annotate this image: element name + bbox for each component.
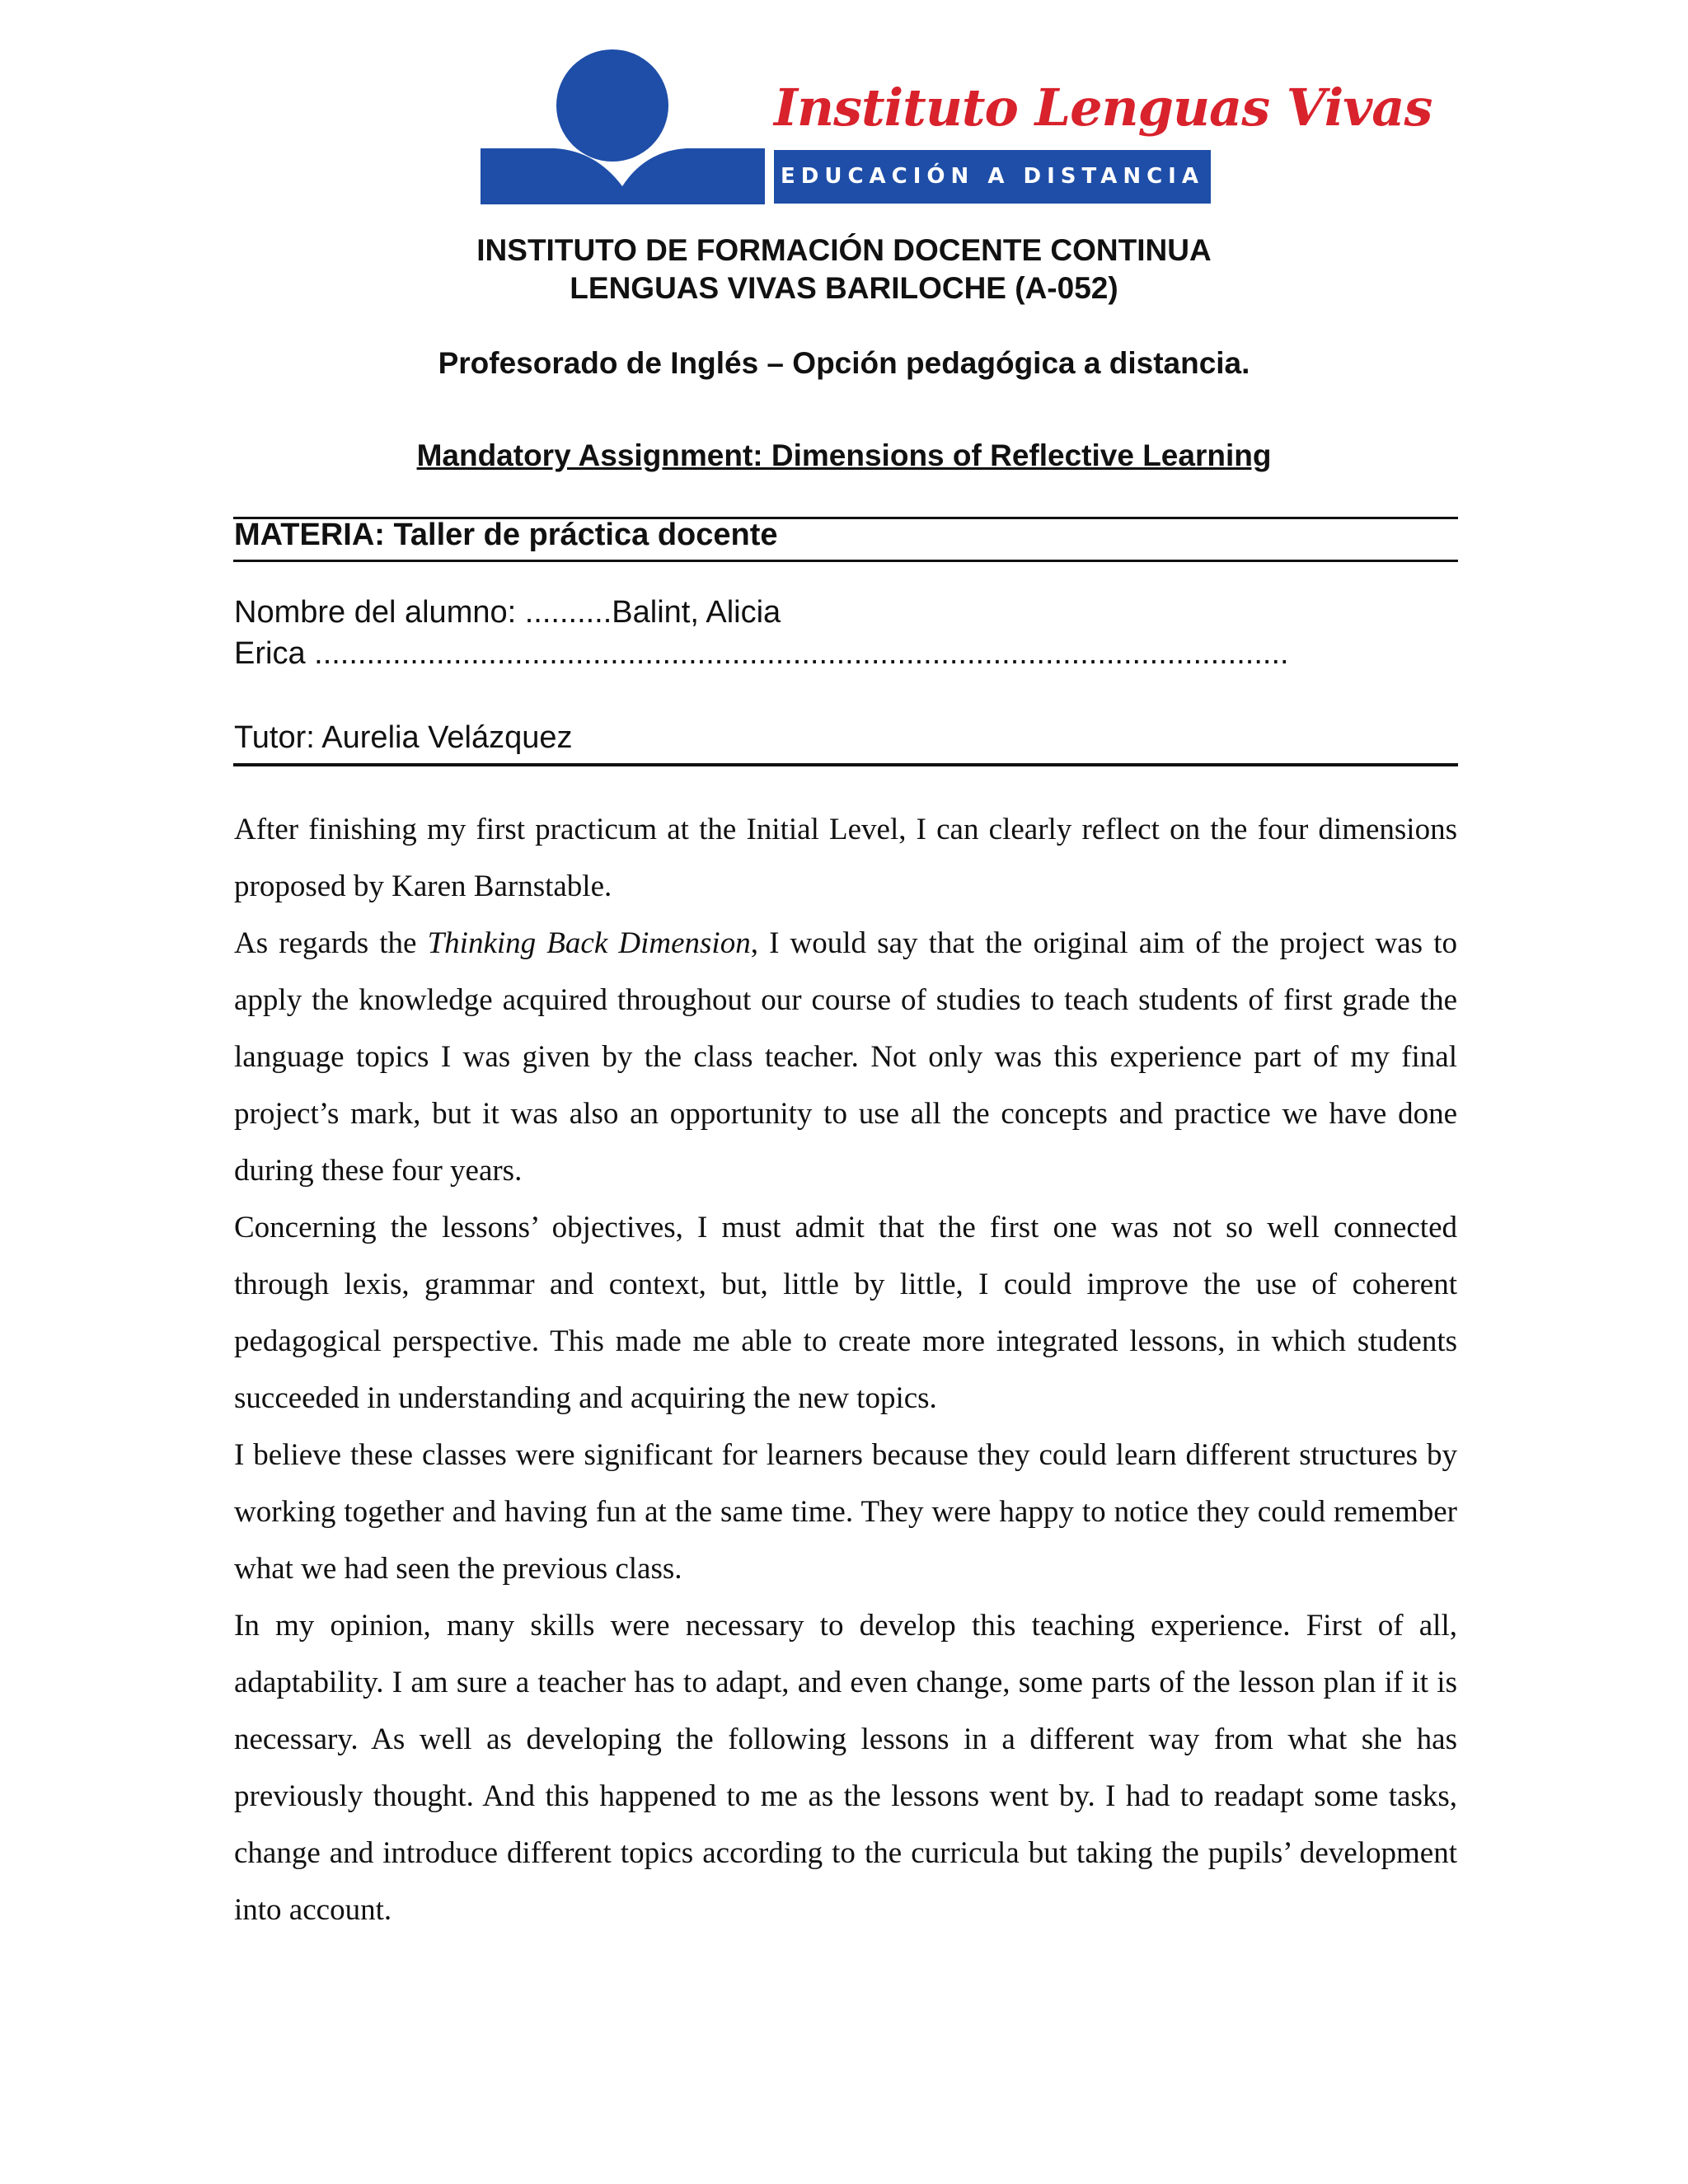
paragraph-2 [234, 915, 1457, 1199]
paragraph-5: In my opinion, many skills were necessary to develop this teaching experience. First of all, adaptability. I am sure a teacher has to adapt, and even change, some parts of the lesson plan if it is necessary. As well as developing the following lessons in a different way from what she has previously thought. And this happened to me as the lessons went by. I had to readapt some tasks, change and introduce different topics according to the curricula but taking the pupils’ development into account. [234, 1609, 1457, 1927]
student-name: Nombre del alumno: ..........Balint, Alicia [234, 595, 781, 630]
paragraph-2-rest: , I would say that the original aim of the project was to apply the knowledge acquired throughout our course of studies to teach students of first grade the language topics I was given by the class teacher. Not only was this experience part of my final project’s mark, but it was also an opportunity to use all the concepts and practice we have done during these four years. [234, 926, 1457, 1188]
program-title: Profesorado de Inglés – Opción pedagógica a distancia. [438, 346, 1250, 380]
institution-name-line1: INSTITUTO DE FORMACIÓN DOCENTE CONTINUA [476, 233, 1212, 267]
logo-title: Instituto Lenguas Vivas [774, 77, 1432, 138]
logo-band [774, 150, 1211, 204]
dimension-name: Thinking Back Dimension [427, 926, 751, 960]
paragraph-4: I believe these classes were significant for learners because they could learn different structures by working together and having fun at the same time. They were happy to notice they could remember what we had seen the previous class. [234, 1438, 1457, 1586]
assignment-title: Mandatory Assignment: Dimensions of Reflective Learning [416, 438, 1272, 472]
divider-bottom [233, 763, 1458, 766]
book-emblem-icon [481, 48, 777, 209]
logo-subtitle: EDUCACIÓN A DISTANCIA [781, 164, 1204, 189]
tutor-name: Tutor: Aurelia Velázquez [234, 720, 573, 755]
institution-name-line2: LENGUAS VIVAS BARILOCHE (A-052) [570, 271, 1118, 305]
paragraph-1: After finishing my first practicum at the Initial Level, I can clearly reflect on the four dimensions proposed by Karen Barnstable. [234, 813, 1457, 903]
paragraph-3: Concerning the lessons’ objectives, I must admit that the first one was not so well connected through lexis, grammar and context, but, little by little, I could improve the use of coherent pedagogical perspective. This made me able to create more integrated lessons, in which students succeeded in understanding and acquiring the new topics. [234, 1211, 1457, 1415]
paragraph-2-start: As regards the [234, 926, 428, 960]
essay-body [234, 801, 1457, 1938]
divider-middle [233, 560, 1458, 562]
materia-label: MATERIA: Taller de práctica docente [234, 518, 778, 552]
student-name-continued: Erica ................................................................................................................ [234, 636, 1289, 671]
institute-logo [481, 48, 1432, 209]
